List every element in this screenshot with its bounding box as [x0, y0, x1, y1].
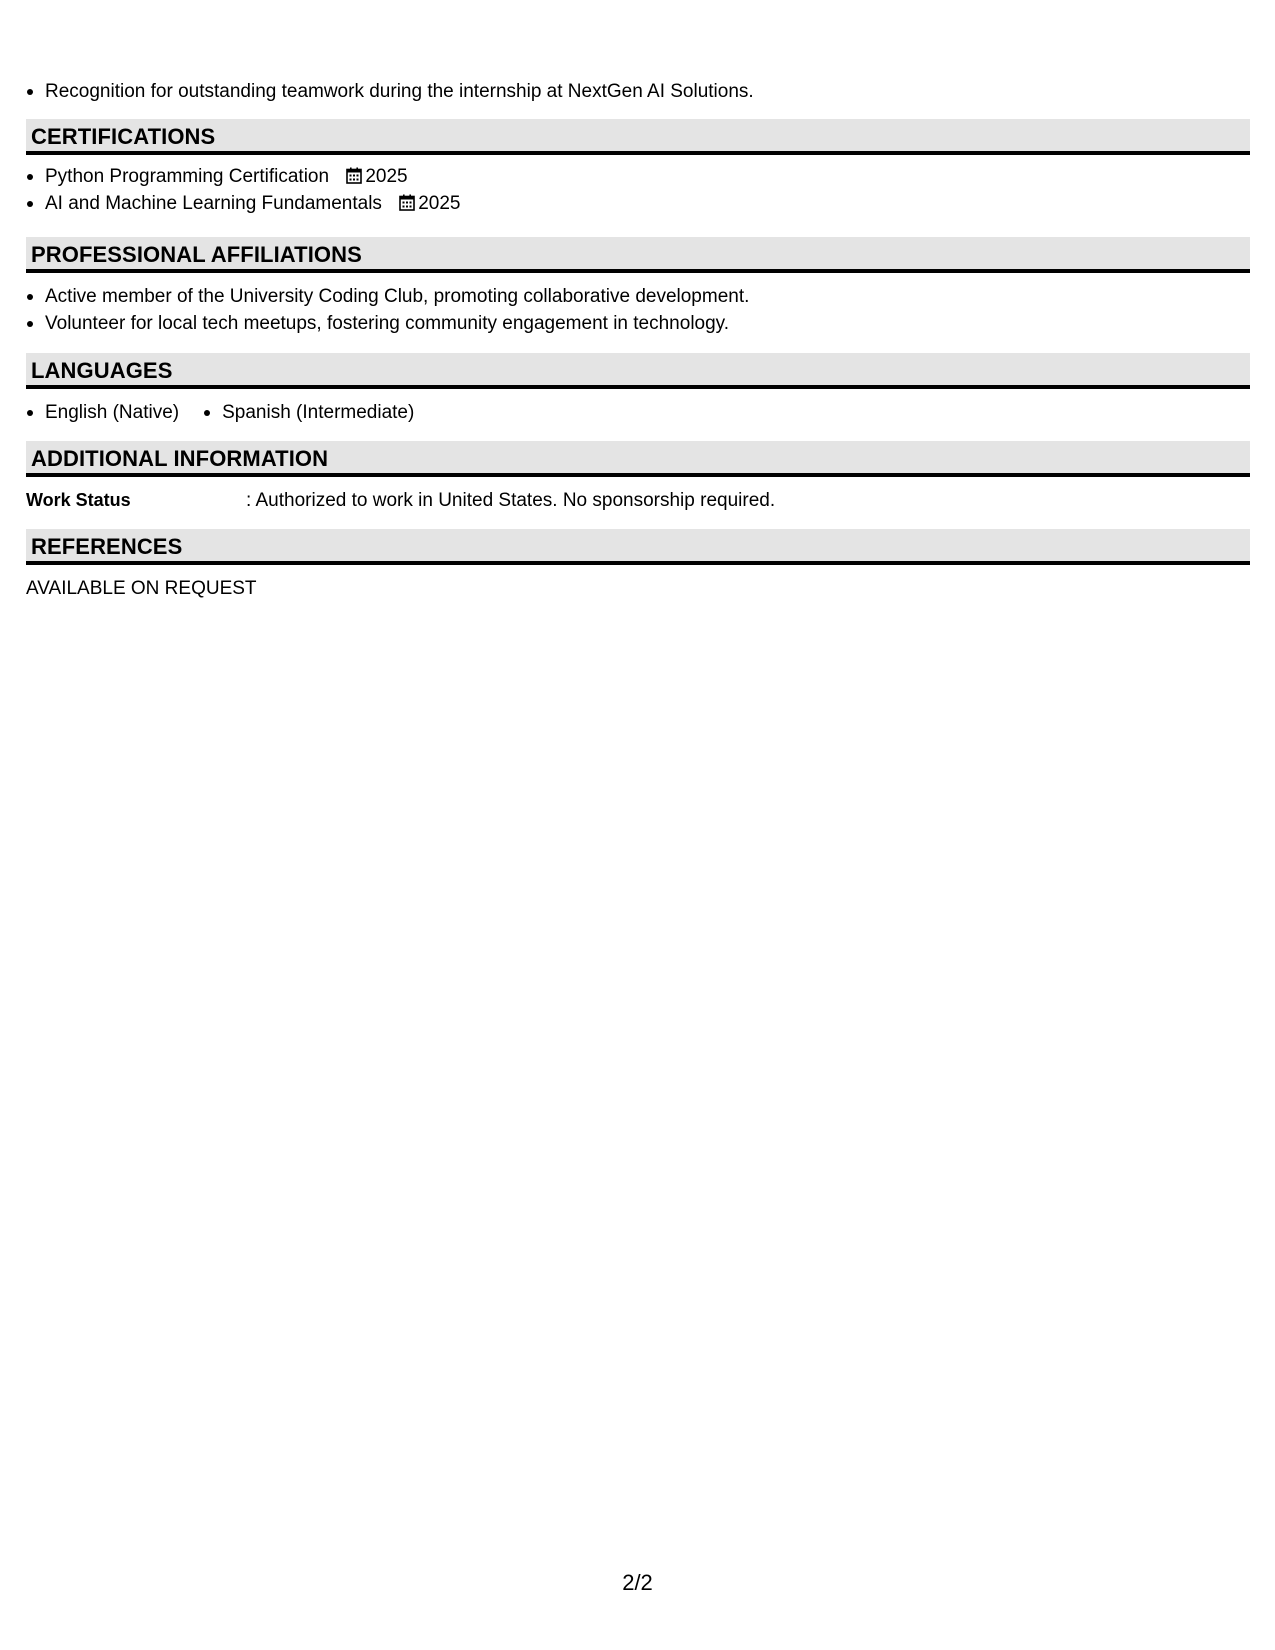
calendar-icon: [346, 167, 362, 184]
section-header-languages: [26, 353, 1250, 389]
section-title: ADDITIONAL INFORMATION: [31, 446, 329, 471]
section-header-references: [26, 529, 1250, 565]
section-header-additional-information: [26, 441, 1250, 477]
list-item: English (Native): [26, 399, 179, 426]
languages-list: [26, 399, 438, 426]
certification-year: 2025: [418, 193, 461, 214]
work-status-value: : Authorized to work in United States. No sponsorship required.: [246, 490, 776, 511]
awards-list: [26, 78, 754, 105]
list-item: Recognition for outstanding teamwork during the internship at NextGen AI Solutions.: [26, 78, 754, 105]
affiliations-list: [26, 283, 749, 337]
certifications-list: [26, 163, 461, 217]
section-header-affiliations: [26, 237, 1250, 273]
list-item: [26, 163, 461, 190]
certification-name: Python Programming Certification: [45, 166, 330, 187]
section-title: CERTIFICATIONS: [31, 124, 216, 149]
list-item: Active member of the University Coding Club, promoting collaborative development.: [26, 283, 749, 310]
list-item: [26, 190, 461, 217]
resume-page: [26, 0, 1250, 1650]
section-title: REFERENCES: [31, 534, 183, 559]
work-status-label: Work Status: [26, 490, 131, 510]
section-title: LANGUAGES: [31, 358, 173, 383]
page-number: 2/2: [622, 1570, 653, 1595]
section-header-certifications: [26, 119, 1250, 155]
list-item: Volunteer for local tech meetups, fostering community engagement in technology.: [26, 310, 749, 337]
calendar-icon: [399, 194, 415, 211]
section-title: PROFESSIONAL AFFILIATIONS: [31, 242, 362, 267]
list-item: Spanish (Intermediate): [203, 399, 414, 426]
certification-name: AI and Machine Learning Fundamentals: [45, 193, 382, 214]
references-text: AVAILABLE ON REQUEST: [26, 578, 257, 599]
certification-year: 2025: [365, 166, 408, 187]
